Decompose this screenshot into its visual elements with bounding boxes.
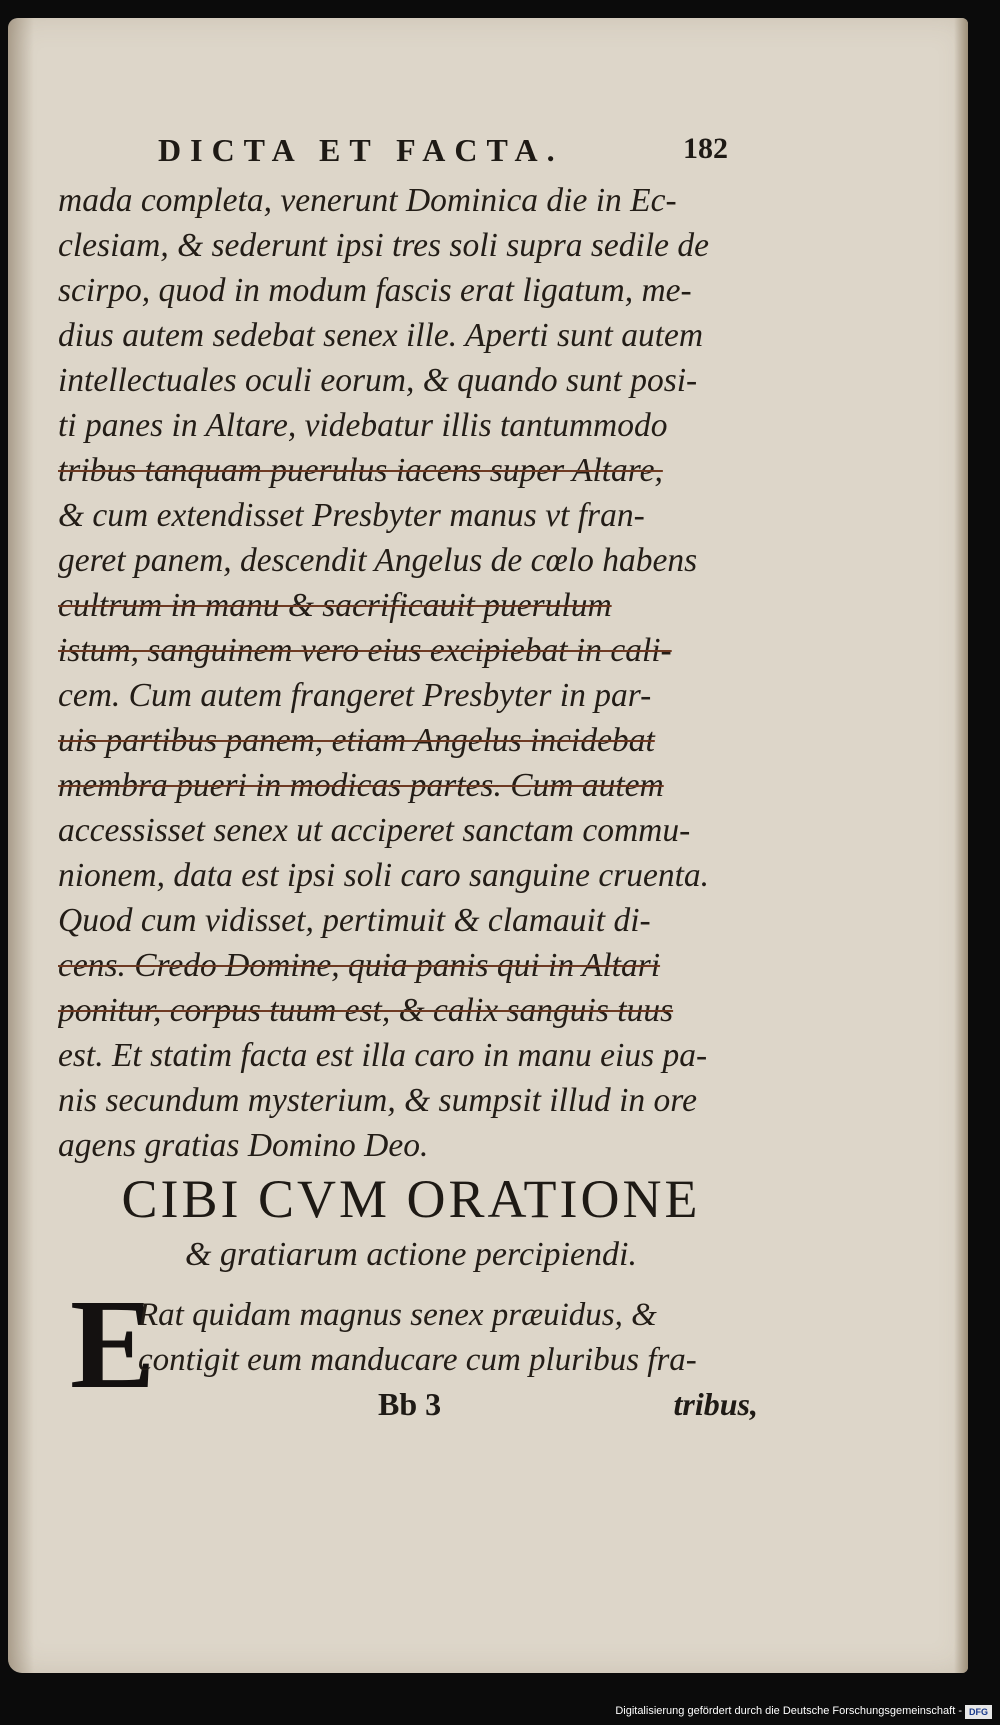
drop-cap-initial: E xyxy=(70,1273,156,1415)
text-line: clesiam, & sederunt ipsi tres soli supra sedile de xyxy=(58,227,710,264)
text-line: membra pueri in modicas partes. Cum autem xyxy=(58,767,664,804)
text-line: tribus tanquam puerulus iacens super Altare, xyxy=(58,452,663,489)
text-line: nis secundum mysterium, & sumpsit illud in ore xyxy=(58,1082,697,1119)
running-title: DICTA ET FACTA. xyxy=(158,132,564,168)
text-line: istum, sanguinem vero eius excipiebat in cali- xyxy=(58,632,672,669)
text-line: nionem, data est ipsi soli caro sanguine cruenta. xyxy=(58,857,710,894)
signature-mark: Bb 3 xyxy=(378,1386,442,1422)
text-line: accessisset senex ut acciperet sanctam commu- xyxy=(58,812,691,849)
text-line: mada completa, venerunt Dominica die in Ec- xyxy=(58,182,677,219)
text-line: cens. Credo Domine, quia panis qui in Altari xyxy=(58,947,661,984)
section-subtitle: & gratiarum actione percipiendi. xyxy=(184,1236,637,1273)
text-line: geret panem, descendit Angelus de cœlo habens xyxy=(58,542,698,579)
dfg-logo: DFG xyxy=(965,1705,992,1719)
section-title: CIBI CVM ORATIONE xyxy=(121,1169,701,1229)
text-line: uis partibus panem, etiam Angelus incidebat xyxy=(58,722,655,759)
text-line: est. Et statim facta est illa caro in manu eius pa- xyxy=(58,1037,708,1074)
page-number: 182 xyxy=(683,132,728,165)
drop-cap-line: Rat quidam magnus senex præuidus, & xyxy=(138,1297,657,1333)
text-line: intellectuales oculi eorum, & quando sunt posi- xyxy=(58,362,698,399)
page-header xyxy=(158,132,728,172)
text-line: dius autem sedebat senex ille. Aperti sunt autem xyxy=(58,317,704,354)
text-line: Quod cum vidisset, pertimuit & clamauit di- xyxy=(58,902,651,939)
text-line: & cum extendisset Presbyter manus vt fran- xyxy=(58,497,645,534)
text-line: ponitur, corpus tuum est, & calix sanguis tuus xyxy=(58,992,674,1029)
catchword: tribus, xyxy=(673,1386,758,1422)
page-edge-shadow xyxy=(954,18,968,1673)
text-line: ti panes in Altare, videbatur illis tantummodo xyxy=(58,407,668,444)
drop-cap-paragraph xyxy=(138,1293,758,1383)
book-page xyxy=(8,18,968,1673)
text-line: cem. Cum autem frangeret Presbyter in par- xyxy=(58,677,652,714)
text-line: scirpo, quod in modum fascis erat ligatum, me- xyxy=(58,272,692,309)
text-line: cultrum in manu & sacrificauit puerulum xyxy=(58,587,612,624)
page-footer xyxy=(348,1386,758,1431)
text-line: agens gratias Domino Deo. xyxy=(58,1127,429,1164)
digitization-credit: Digitalisierung gefördert durch die Deutsche Forschungsgemeinschaft - xyxy=(615,1705,962,1717)
drop-cap-line: contigit eum manducare cum pluribus fra- xyxy=(138,1342,697,1378)
main-text-block xyxy=(58,178,748,1168)
